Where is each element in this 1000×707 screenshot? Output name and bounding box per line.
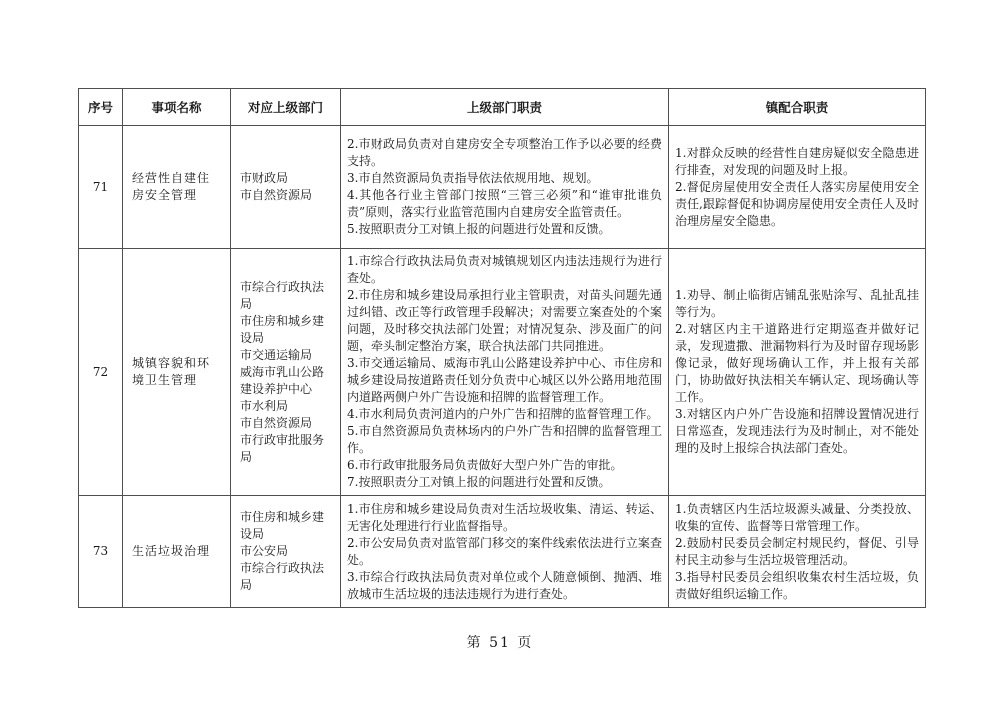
department-line: 市公安局	[240, 544, 289, 558]
departments-cell	[231, 126, 341, 249]
table-row	[79, 249, 926, 496]
item-name: 生活垃圾治理	[123, 496, 231, 608]
department-line: 市行政审批服务局	[240, 432, 325, 464]
duty-item: 5.按照职责分工对镇上报的问题进行处置和反馈。	[347, 222, 611, 236]
table-header-row	[79, 89, 926, 126]
duties-table	[78, 88, 926, 608]
header-item-name: 事项名称	[123, 89, 231, 126]
duty-item: 3.市交通运输局、威海市乳山公路建设养护中心、市住房和城乡建设局按道路责任划分负责中心城区以外公路用地范围内道路两侧户外广告设施和招牌的监督管理工作。	[347, 356, 662, 404]
superior-duties-cell	[341, 126, 669, 249]
duty-item: 3.市自然资源局负责指导依法依规用地、规划。	[347, 171, 599, 185]
duty-item: 5.市自然资源局负责林场内的户外广告和招牌的监督管理工作。	[347, 424, 662, 455]
department-line: 市住房和城乡建设局	[240, 510, 325, 541]
department-line: 市综合行政执法局	[240, 279, 325, 311]
table-row	[79, 126, 926, 249]
duty-item: 7.按照职责分工对镇上报的问题进行处置和反馈。	[347, 475, 611, 489]
header-serial-number: 序号	[79, 89, 123, 126]
department-line: 市自然资源局	[240, 415, 313, 430]
duty-item: 2.市公安局负责对监管部门移交的案件线索依法进行立案查处。	[347, 535, 662, 567]
header-town-duties: 镇配合职责	[669, 89, 926, 126]
duty-item: 2.鼓励村民委员会制定村规民约，督促、引导村民主动参与生活垃圾管理活动。	[675, 535, 919, 567]
department-line: 市综合行政执法局	[240, 561, 325, 592]
department-line: 市交通运输局	[240, 347, 313, 362]
department-line: 威海市乳山公路建设养护中心	[240, 364, 325, 396]
duty-item: 2.督促房屋使用安全责任人落实房屋使用安全责任,跟踪督促和协调房屋使用安全责任人及时治理房屋安全隐患。	[675, 179, 919, 228]
table-row	[79, 496, 926, 608]
duty-item: 2.对辖区内主干道路进行定期巡查并做好记录，发现遗撒、泄漏物料行为及时留存现场影像记录，做好现场确认工作，并上报有关部门，协助做好执法相关车辆认定、现场确认等工作。	[675, 322, 919, 404]
row-number: 71	[79, 126, 123, 249]
duty-item: 4.市水利局负责河道内的户外广告和招牌的监督管理工作。	[347, 407, 659, 421]
page-number: 第 51 页	[466, 635, 534, 651]
department-line: 市财政局	[240, 171, 289, 185]
item-name: 经营性自建住房安全管理	[123, 126, 231, 249]
duty-item: 3.市综合行政执法局负责对单位或个人随意倾倒、抛洒、堆放城市生活垃圾的违法违规行为进行查处。	[347, 569, 662, 601]
duty-item: 4.其他各行业主管部门按照“三管三必须”和“谁审批谁负责”原则，落实行业监管范围内自建房安全监管责任。	[347, 188, 662, 219]
departments-cell	[231, 249, 341, 496]
duty-item: 1.市住房和城乡建设局负责对生活垃圾收集、清运、转运、无害化处理进行行业监督指导。	[347, 501, 662, 533]
duty-item: 2.市财政局负责对自建房安全专项整治工作予以必要的经费支持。	[347, 137, 662, 168]
department-line: 市水利局	[240, 398, 289, 413]
town-duties-cell	[669, 249, 926, 496]
header-superior-duties: 上级部门职责	[341, 89, 669, 126]
duty-item: 1.劝导、制止临街店铺乱张贴涂写、乱扯乱挂等行为。	[675, 288, 919, 319]
departments-cell	[231, 496, 341, 608]
duty-item: 6.市行政审批服务局负责做好大型户外广告的审批。	[347, 458, 623, 472]
department-line: 市住房和城乡建设局	[240, 313, 325, 345]
department-line: 市自然资源局	[240, 188, 313, 202]
duty-item: 1.市综合行政执法局负责对城镇规划区内违法违规行为进行查处。	[347, 254, 662, 285]
duty-item: 3.对辖区内户外广告设施和招牌设置情况进行日常巡查，发现违法行为及时制止，对不能处理的及时上报综合执法部门查处。	[675, 407, 919, 455]
row-number: 73	[79, 496, 123, 608]
duty-item: 1.负责辖区内生活垃圾源头减量、分类投放、收集的宣传、监督等日常管理工作。	[675, 501, 919, 533]
item-name: 城镇容貌和环境卫生管理	[123, 249, 231, 496]
town-duties-cell	[669, 496, 926, 608]
superior-duties-cell	[341, 249, 669, 496]
town-duties-cell	[669, 126, 926, 249]
superior-duties-cell	[341, 496, 669, 608]
duty-item: 1.对群众反映的经营性自建房疑似安全隐患进行排查，对发现的问题及时上报。	[675, 145, 919, 177]
duty-item: 2.市住房和城乡建设局承担行业主管职责，对苗头问题先通过纠错、改正等行政管理手段解决；对需要立案查处的个案问题，及时移交执法部门处置；对情况复杂、涉及面广的问题，牵头制定整治方案，联合执法部门共同推进。	[347, 288, 662, 353]
duty-item: 3.指导村民委员会组织收集农村生活垃圾，负责做好组织运输工作。	[675, 569, 919, 601]
row-number: 72	[79, 249, 123, 496]
header-superior-department: 对应上级部门	[231, 89, 341, 126]
